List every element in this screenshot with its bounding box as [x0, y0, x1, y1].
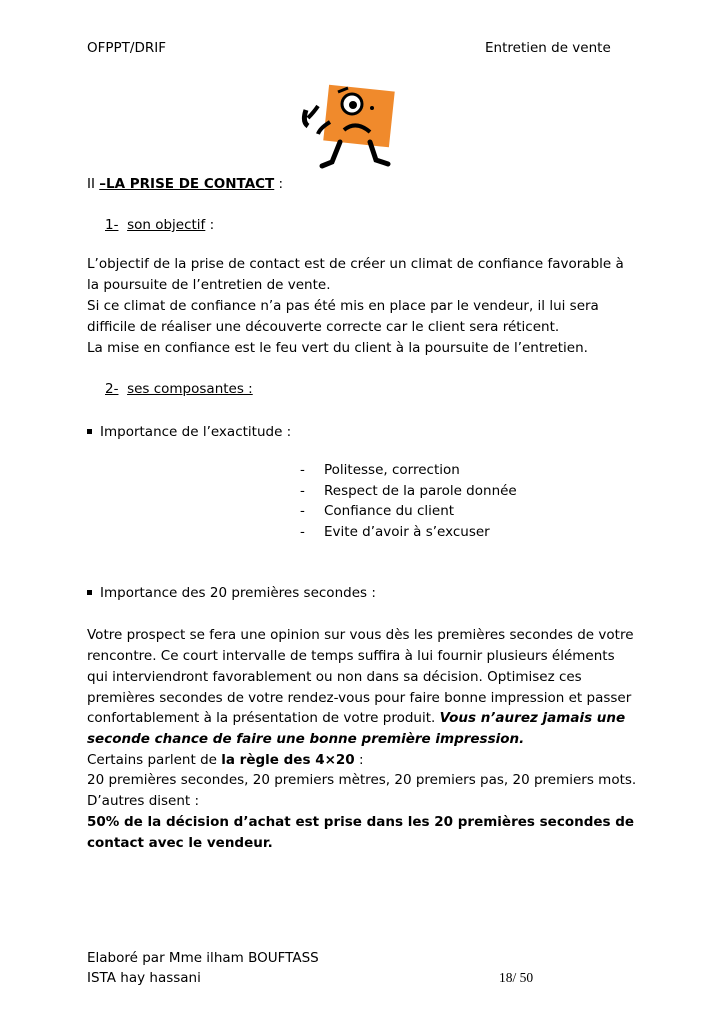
dash-list-item — [300, 524, 490, 540]
paragraph-line: L’objectif de la prise de contact est de créer un climat de confiance favorable à — [87, 256, 624, 272]
rule-name: la règle des 4×20 — [221, 752, 355, 768]
subsection-number: 2- — [105, 381, 119, 397]
paragraph-line: premières secondes de votre rendez-vous pour faire bonne impression et passer — [87, 690, 632, 706]
paragraph-text: : — [354, 752, 364, 768]
subsection-1-title — [105, 217, 214, 233]
section-title — [87, 176, 283, 192]
dash-icon: - — [300, 503, 305, 519]
dash-list-text: Evite d’avoir à s’excuser — [324, 524, 490, 540]
dash-icon: - — [300, 462, 305, 478]
paragraph-text: confortablement à la présentation de votre produit. — [87, 710, 440, 726]
paragraph-line: Votre prospect se fera une opinion sur vous dès les premières secondes de votre — [87, 627, 634, 643]
paragraph-line: difficile de réaliser une découverte correcte car le client sera réticent. — [87, 319, 560, 335]
subsection-heading: ses composantes : — [127, 381, 253, 397]
footer-school: ISTA hay hassani — [87, 970, 201, 986]
subsection-number: 1- — [105, 217, 119, 233]
header-left: OFPPT/DRIF — [87, 40, 166, 56]
bullet-text: Importance de l’exactitude : — [100, 424, 292, 440]
bullet-item — [87, 585, 376, 601]
emphasis-line: seconde chance de faire une bonne première impression. — [87, 731, 525, 747]
key-statement-line: contact avec le vendeur. — [87, 835, 273, 851]
worried-face-mascot-icon — [300, 82, 400, 174]
section-number: II — [87, 176, 95, 192]
key-statement-line: 50% de la décision d’achat est prise dans les 20 premières secondes de — [87, 814, 635, 830]
emphasis-text: Vous n’aurez jamais une — [439, 710, 626, 726]
footer-author: Elaboré par Mme ilham BOUFTASS — [87, 950, 319, 966]
paragraph-line: qui interviendront favorablement ou non dans sa décision. Optimisez ces — [87, 669, 582, 685]
dash-icon: - — [300, 483, 305, 499]
paragraph-line: la poursuite de l’entretien de vente. — [87, 277, 331, 293]
bullet-icon — [87, 429, 92, 434]
bullet-icon — [87, 590, 92, 595]
dash-list-text: Respect de la parole donnée — [324, 483, 517, 499]
bullet-item — [87, 424, 291, 440]
paragraph-line — [87, 710, 625, 726]
section-heading: –LA PRISE DE CONTACT — [99, 176, 275, 192]
paragraph-line: Si ce climat de confiance n’a pas été mis en place par le vendeur, il lui sera — [87, 298, 599, 314]
paragraph-text: Certains parlent de — [87, 752, 222, 768]
paragraph-line: La mise en confiance est le feu vert du client à la poursuite de l’entretien. — [87, 340, 588, 356]
paragraph-line: rencontre. Ce court intervalle de temps suffira à lui fournir plusieurs éléments — [87, 648, 615, 664]
bullet-text: Importance des 20 premières secondes : — [100, 585, 376, 601]
subsection-heading: son objectif — [127, 217, 206, 233]
subsection-colon: : — [205, 217, 215, 233]
subsection-2-title — [105, 381, 253, 397]
dash-icon: - — [300, 524, 305, 540]
dash-list-text: Politesse, correction — [324, 462, 460, 478]
section-colon: : — [274, 176, 284, 192]
dash-list-item — [300, 503, 454, 519]
dash-list-item — [300, 462, 460, 478]
dash-list-text: Confiance du client — [324, 503, 455, 519]
paragraph-line: 20 premières secondes, 20 premiers mètres, 20 premiers pas, 20 premiers mots. — [87, 772, 637, 788]
paragraph-line — [87, 752, 364, 768]
paragraph-line: D’autres disent : — [87, 793, 200, 809]
dash-list-item — [300, 483, 517, 499]
page-number: 18/ 50 — [499, 970, 534, 985]
header-right: Entretien de vente — [485, 40, 611, 56]
